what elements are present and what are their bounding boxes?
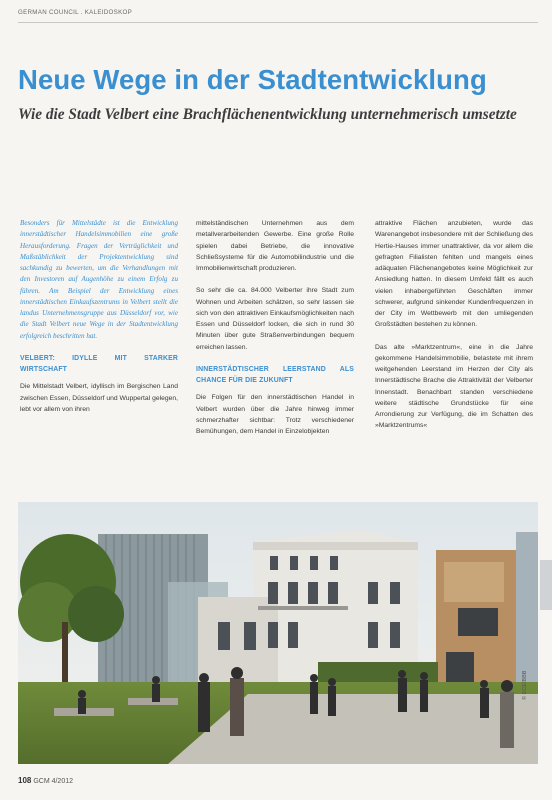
architectural-rendering-image xyxy=(18,502,538,764)
section-heading-velbert: VELBERT: IDYLLE MIT STARKER WIRTSCHAFT xyxy=(20,354,178,373)
body-paragraph: attraktive Flächen anzubieten, wurde das Warenangebot insbesondere mit der Schließung des Hertie-Hauses immer unattraktiver, da vor allem die gefragten Filialisten fehlten und mangels eines adäquaten Flächenangebotes keine Möglichkeit zur Ansiedlung hatten. In diesem Umfeld fällt es auch vielen inhabergeführten Geschäften immer schwerer, aufgrund sinkender Kundenfrequenzen in der City im Wettbewerb mit den umliegenden Großstädten bestehen zu können. xyxy=(375,220,533,329)
text-column-2 xyxy=(196,218,354,437)
page-footer xyxy=(18,776,73,785)
page-edge-tab xyxy=(540,560,552,610)
article-lead: Besonders für Mittelstädte ist die Entwicklung innerstädtischer Handelsimmobilien eine große Herausforderung. Fragen der Verträglichkeit und Maßstäblichkeit der Projektentwicklung sind sachkundig zu bewerten, um die Verhandlungen mit den Investoren auf Augenhöhe zu einem Erfolg zu führen. Am Beispiel der Entwicklung eines innerstädtischen Einkaufszentrums in Velbert stellt die landus Unternehmensgruppe aus Düsseldorf vor, wie die Stadt Velbert neue Wege in der Stadtentwicklung erfolgreich beschritten hat. xyxy=(20,219,178,340)
body-paragraph: Das alte »Marktzentrum«, eine in die Jahre gekommene Handelsimmobilie, belastete mit ihrem weitgehenden Leerstand im Herzen der City als Innerstädtische Brache die Attraktivität der Velberter Innenstadt. Benachbart standen verschiedene weitere städtische Grundstücke für eine Arrondierung zur Verfügung, die im Schatten des »Marktzentrums« xyxy=(375,343,533,430)
section-heading-leerstand: INNERSTÄDTISCHER LEERSTAND ALS CHANCE FÜR DIE ZUKUNFT xyxy=(196,365,354,384)
text-column-3 xyxy=(375,218,533,432)
photo-credit: © ECE/BBB xyxy=(522,670,528,700)
text-column-1 xyxy=(20,218,178,415)
body-paragraph: Die Folgen für den innerstädtischen Handel in Velbert wurden über die Jahre hinweg immer schmerzhafter sichtbar: Trotz verschiedener Bemühungen, dem Handel in Einzelobjekten xyxy=(196,394,354,435)
issue-label: GCM 4/2012 xyxy=(33,778,73,785)
body-paragraph: Die Mittelstadt Velbert, idyllisch im Bergischen Land zwischen Essen, Düsseldorf und Wuppertal gelegen, lebt vor allem von ihren xyxy=(20,383,178,413)
article-subtitle: Wie die Stadt Velbert eine Brachflächenentwicklung unternehmerisch umsetzte xyxy=(18,106,517,123)
body-paragraph: So sehr die ca. 84.000 Velberter ihre Stadt zum Wohnen und Arbeiten schätzen, so sehr lassen sie sich von den attraktiven Einkaufsmöglichkeiten nach Essen und Düsseldorf locken, die sich in rund 30 Minuten über gute Straßenverbindungen bequem erreichen lassen. xyxy=(196,287,354,351)
body-paragraph: mittelständischen Unternehmen aus dem metallverarbeitenden Gewerbe. Eine große Rolle spielen dabei Betriebe, die innovative Schließsysteme für die Automobilindustrie und die Immobilienwirtschaft produzieren. xyxy=(196,220,354,272)
article-title: Neue Wege in der Stadtentwicklung xyxy=(18,64,487,95)
page-kicker: GERMAN COUNCIL . KALEIDOSKOP xyxy=(18,9,133,16)
page-number: 108 xyxy=(18,776,32,785)
header-rule xyxy=(18,22,538,23)
